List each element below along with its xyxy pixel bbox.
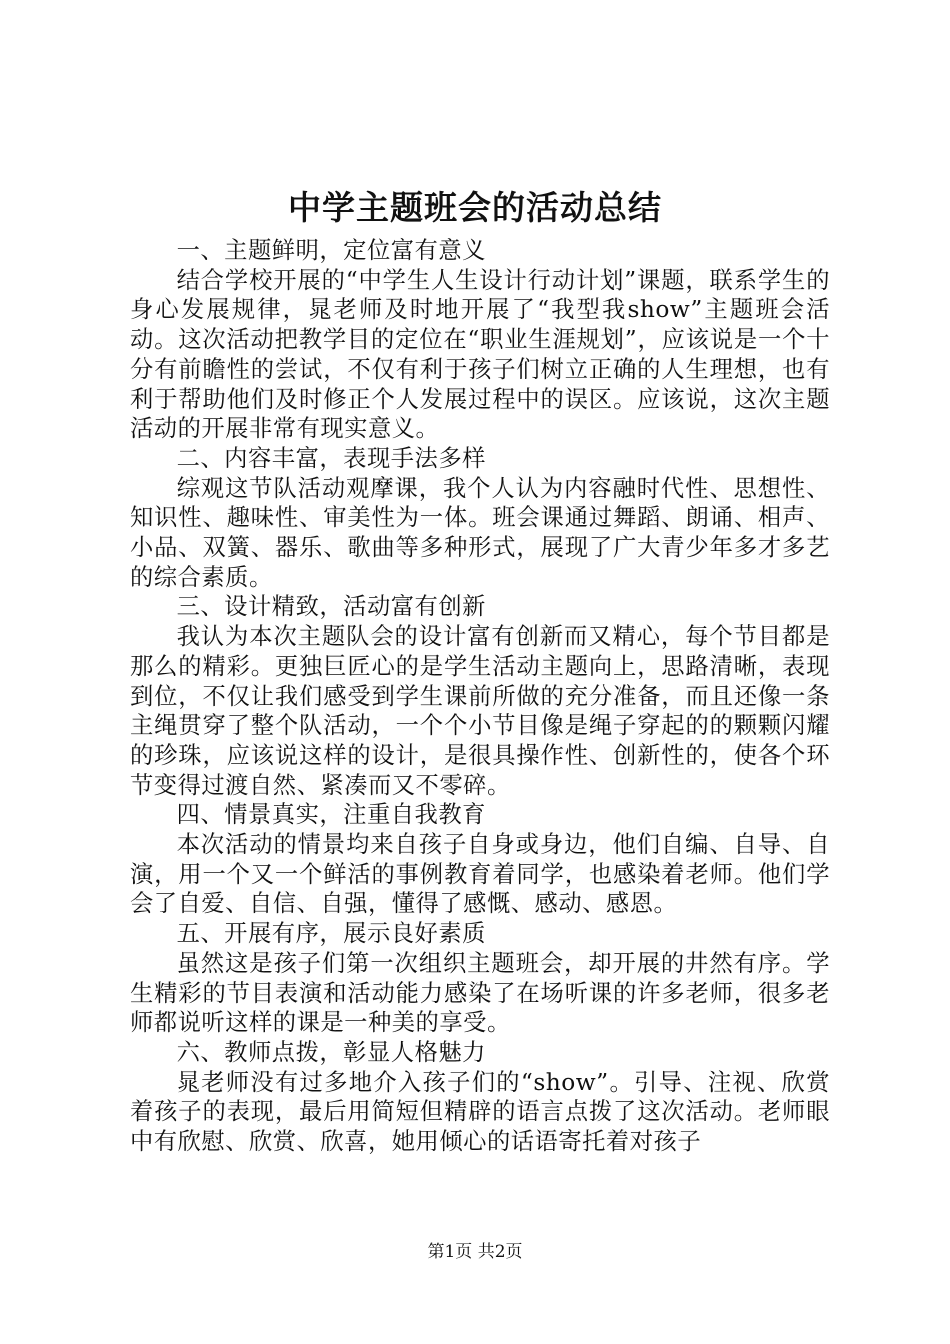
section-paragraph-5: 虽然这是孩子们第一次组织主题班会，却开展的井然有序。学生精彩的节目表演和活动能力感染了在场听课的许多老师，很多老师都说听这样的课是一种美的享受。 [130,949,830,1037]
section-paragraph-1: 结合学校开展的“中学生人生设计行动计划”课题，联系学生的身心发展规律，晁老师及时地开展了“我型我show”主题班会活动。这次活动把教学目的定位在“职业生涯规划”，应该说是一个十分有前瞻性的尝试，不仅有利于孩子们树立正确的人生理想，也有利于帮助他们及时修正个人发展过程中的误区。应该说，这次主题活动的开展非常有现实意义。 [130,266,830,443]
section-heading-3: 三、设计精致，活动富有创新 [176,593,486,621]
section-heading-2: 二、内容丰富，表现手法多样 [176,444,486,472]
document-title: 中学主题班会的活动总结 [288,188,662,227]
page-number: 第1页 共2页 [427,1242,523,1262]
section-heading-6: 六、教师点拨，彰显人格魅力 [176,1038,486,1066]
section-paragraph-2: 综观这节队活动观摩课，我个人认为内容融时代性、思想性、知识性、趣味性、审美性为一体。班会课通过舞蹈、朗诵、相声、小品、双簧、器乐、歌曲等多种形式，展现了广大青少年多才多艺的综合素质。 [130,474,830,591]
section-paragraph-3: 我认为本次主题队会的设计富有创新而又精心，每个节目都是那么的精彩。更独巨匠心的是学生活动主题向上，思路清晰，表现到位，不仅让我们感受到学生课前所做的充分准备，而且还像一条主绳贯穿了整个队活动，一个个小节目像是绳子穿起的的颗颗闪耀的珍珠，应该说这样的设计，是很具操作性、创新性的，使各个环节变得过渡自然、紧凑而又不零碎。 [130,623,830,799]
section-heading-1: 一、主题鲜明，定位富有意义 [176,237,486,264]
document-body [130,236,830,1157]
section-heading-4: 四、情景真实，注重自我教育 [176,801,486,829]
section-heading-5: 五、开展有序，展示良好素质 [176,920,486,948]
section-paragraph-6: 晁老师没有过多地介入孩子们的“show”。引导、注视、欣赏着孩子的表现，最后用简短但精辟的语言点拨了这次活动。老师眼中有欣慰、欣赏、欣喜，她用倾心的话语寄托着对孩子 [130,1068,830,1156]
section-paragraph-4: 本次活动的情景均来自孩子自身或身边，他们自编、自导、自演，用一个又一个鲜活的事例教育着同学，也感染着老师。他们学会了自爱、自信、自强，懂得了感慨、感动、感恩。 [130,831,830,918]
